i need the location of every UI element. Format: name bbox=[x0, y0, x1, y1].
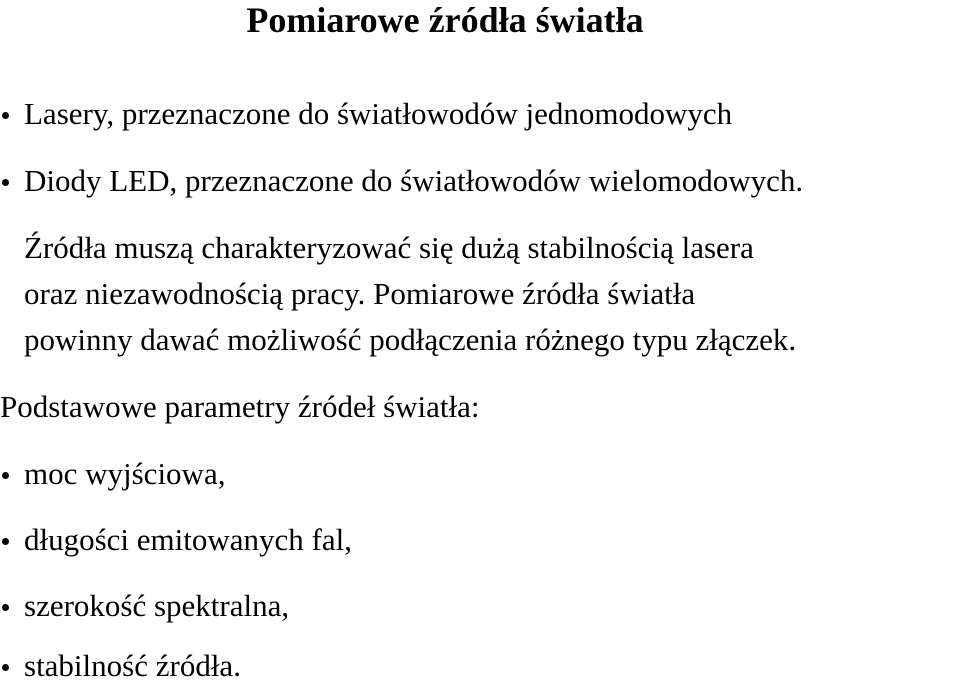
paragraph-line: powinny dawać możliwość podłączenia różnego typu złączek. bbox=[24, 322, 797, 357]
slide-title: Pomiarowe źródła światła bbox=[246, 0, 644, 40]
parameter-item: moc wyjściowa, bbox=[24, 456, 226, 491]
bullet-dot-icon bbox=[0, 470, 12, 482]
parameter-item: stabilność źródła. bbox=[24, 648, 241, 683]
bullet-item-lasers: Lasery, przeznaczone do światłowodów jednomodowych bbox=[24, 96, 733, 131]
paragraph-line: oraz niezawodnością pracy. Pomiarowe źródła światła bbox=[24, 276, 696, 311]
bullet-dot-icon bbox=[0, 602, 12, 614]
bullet-item-led: Diody LED, przeznaczone do światłowodów wielomodowych. bbox=[24, 163, 804, 198]
bullet-dot-icon bbox=[0, 662, 12, 674]
bullet-dot-icon bbox=[0, 110, 12, 122]
bullet-dot-icon bbox=[0, 536, 12, 548]
parameter-item: szerokość spektralna, bbox=[24, 588, 290, 623]
bullet-dot-icon bbox=[0, 177, 12, 189]
paragraph-line: Źródła muszą charakteryzować się dużą stabilnością lasera bbox=[24, 230, 754, 265]
parameters-heading: Podstawowe parametry źródeł światła: bbox=[0, 389, 480, 424]
parameter-item: długości emitowanych fal, bbox=[24, 522, 352, 557]
